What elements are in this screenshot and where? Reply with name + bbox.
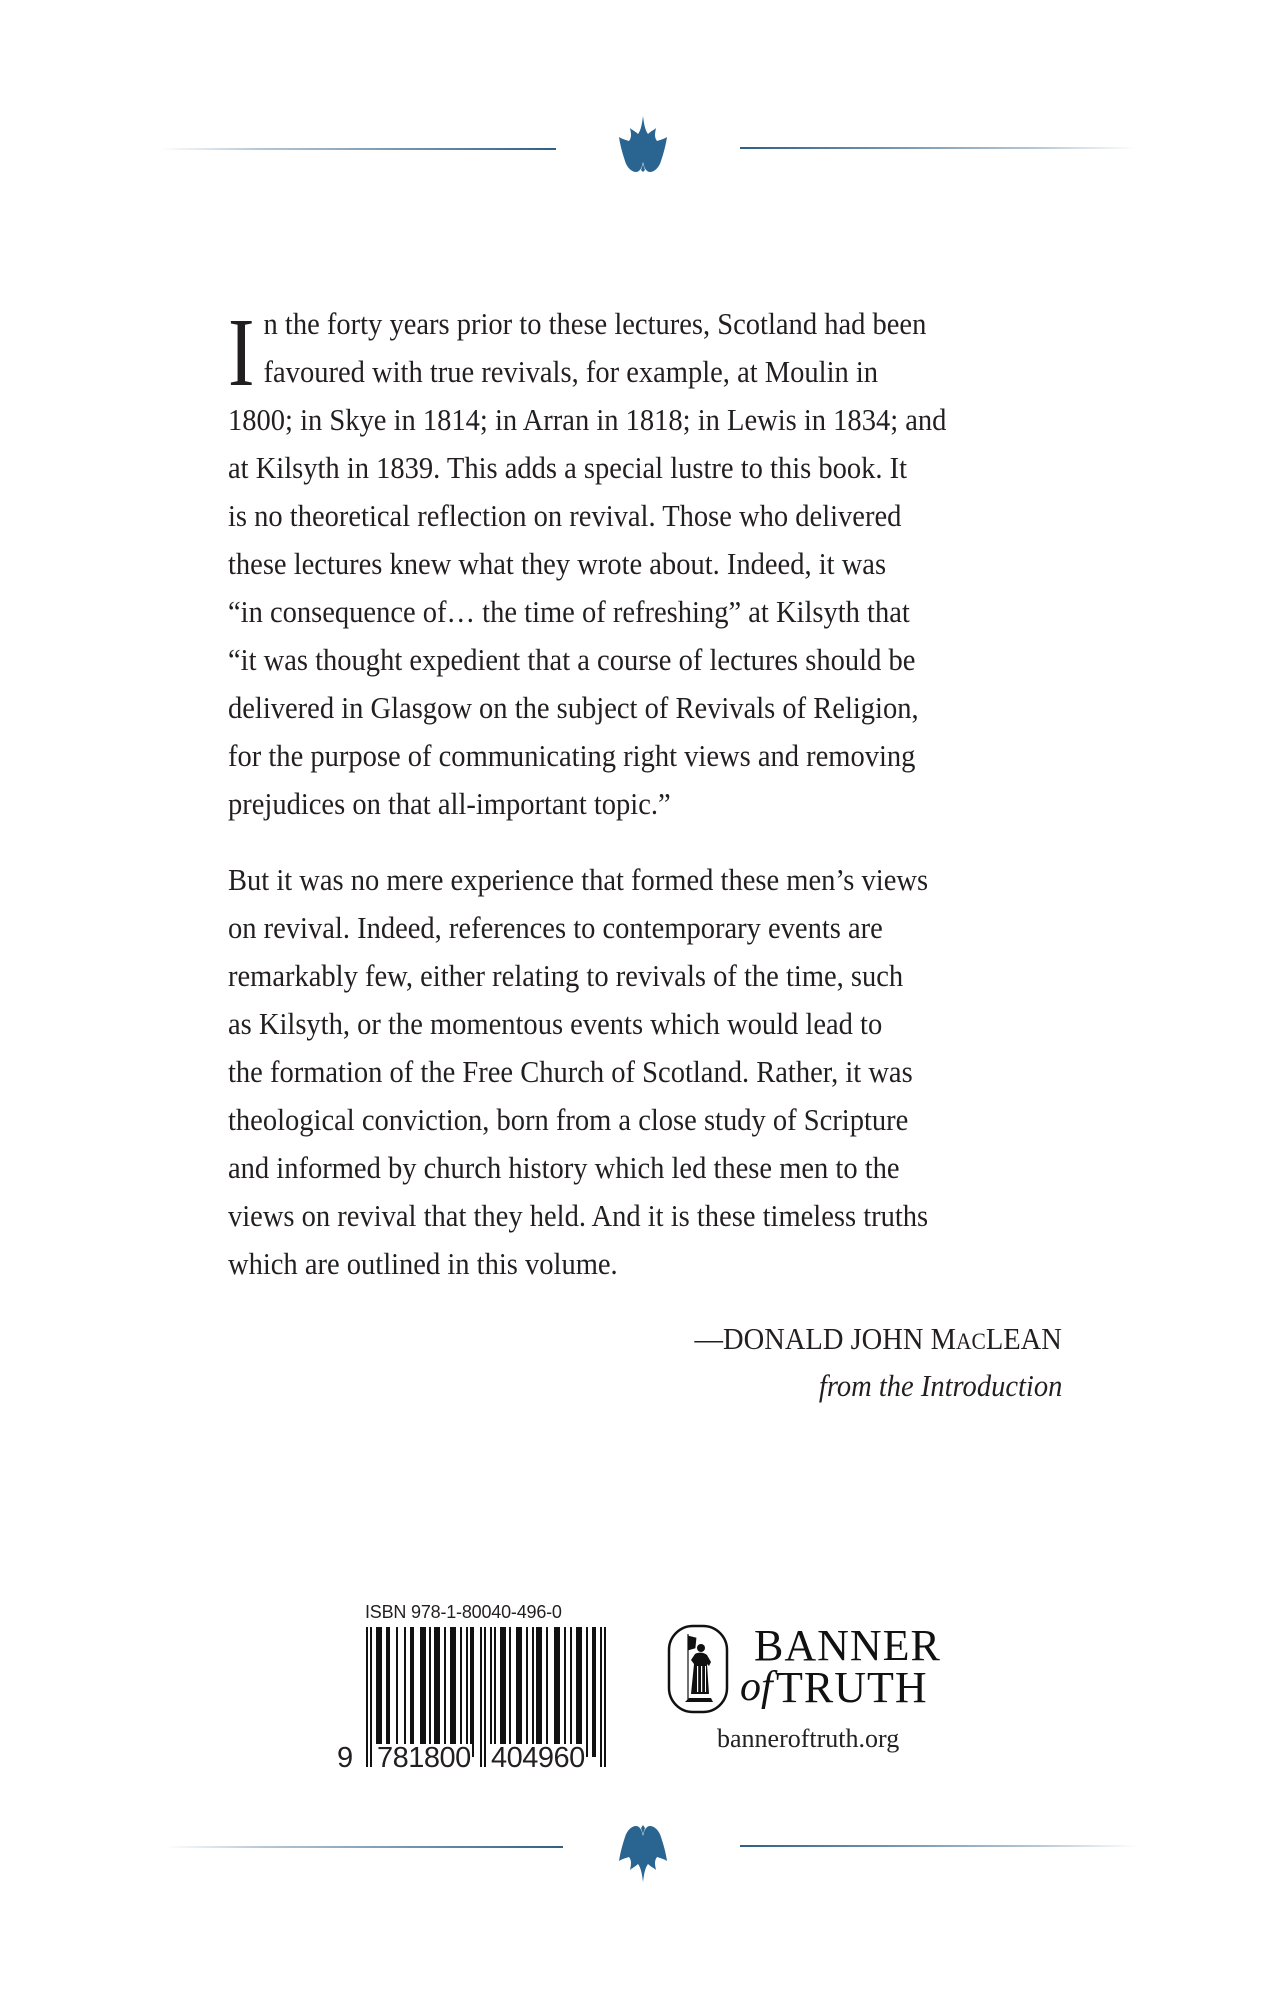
text-line: which are outlined in this volume. [228, 1247, 618, 1281]
top-rule-left [160, 148, 556, 150]
fleuron-top-icon [614, 114, 672, 174]
text-line: these lectures knew what they wrote about. Indeed, it was [228, 547, 887, 581]
text-line: as Kilsyth, or the momentous events which would lead to [228, 1007, 883, 1041]
publisher-name-line1: BANNER [754, 1621, 941, 1670]
author-name-part1: DONALD JOHN M [723, 1322, 957, 1356]
attribution-author [695, 1324, 1062, 1355]
author-name-smallcaps: AC [956, 1329, 986, 1354]
fleuron-bottom-icon [614, 1822, 672, 1884]
attribution-dash: — [694, 1322, 724, 1356]
barcode-digit-lead: 9 [337, 1742, 354, 1774]
text-line: for the purpose of communicating right views and removing [228, 739, 916, 773]
text-line: on revival. Indeed, references to contemporary events are [228, 911, 883, 945]
text-line: and informed by church history which led these men to the [228, 1151, 900, 1185]
banner-bearer-logo-icon [667, 1624, 729, 1714]
text-line: theological conviction, born from a close study of Scripture [228, 1103, 909, 1137]
text-line: is no theoretical reflection on revival. Those who delivered [228, 499, 902, 533]
text-line: views on revival that they held. And it is these timeless truths [228, 1199, 929, 1233]
publisher-website-link[interactable]: banneroftruth.org [717, 1724, 900, 1753]
text-line: prejudices on that all-important topic.” [228, 787, 671, 821]
text-line: at Kilsyth in 1839. This adds a special lustre to this book. It [228, 451, 908, 485]
text-line: delivered in Glasgow on the subject of Revivals of Religion, [228, 691, 919, 725]
barcode-digits-left: 781800 [377, 1742, 471, 1774]
text-line: But it was no mere experience that formed these men’s views [228, 863, 929, 897]
text-line: favoured with true revivals, for example, at Moulin in [263, 355, 879, 389]
publisher-name-line2: TRUTH [776, 1663, 928, 1712]
text-line: “in consequence of… the time of refreshing” at Kilsyth that [228, 595, 910, 629]
text-line: 1800; in Skye in 1814; in Arran in 1818; in Lewis in 1834; and [228, 403, 947, 437]
text-line: “it was thought expedient that a course of lectures should be [228, 643, 916, 677]
text-line: the formation of the Free Church of Scotland. Rather, it was [228, 1055, 913, 1089]
publisher-name-of: of [740, 1664, 773, 1710]
barcode-digits-right: 404960 [491, 1742, 585, 1774]
drop-cap: I [228, 299, 255, 406]
isbn-label: ISBN 978-1-80040-496-0 [365, 1602, 562, 1622]
text-line: n the forty years prior to these lectures, Scotland had been [263, 307, 927, 341]
top-rule-right [740, 147, 1136, 149]
attribution-source: from the Introduction [818, 1369, 1062, 1403]
text-line: remarkably few, either relating to revivals of the time, such [228, 959, 904, 993]
bottom-rule-right [740, 1845, 1138, 1847]
bottom-rule-left [165, 1846, 563, 1848]
author-name-part2: LEAN [985, 1322, 1062, 1356]
